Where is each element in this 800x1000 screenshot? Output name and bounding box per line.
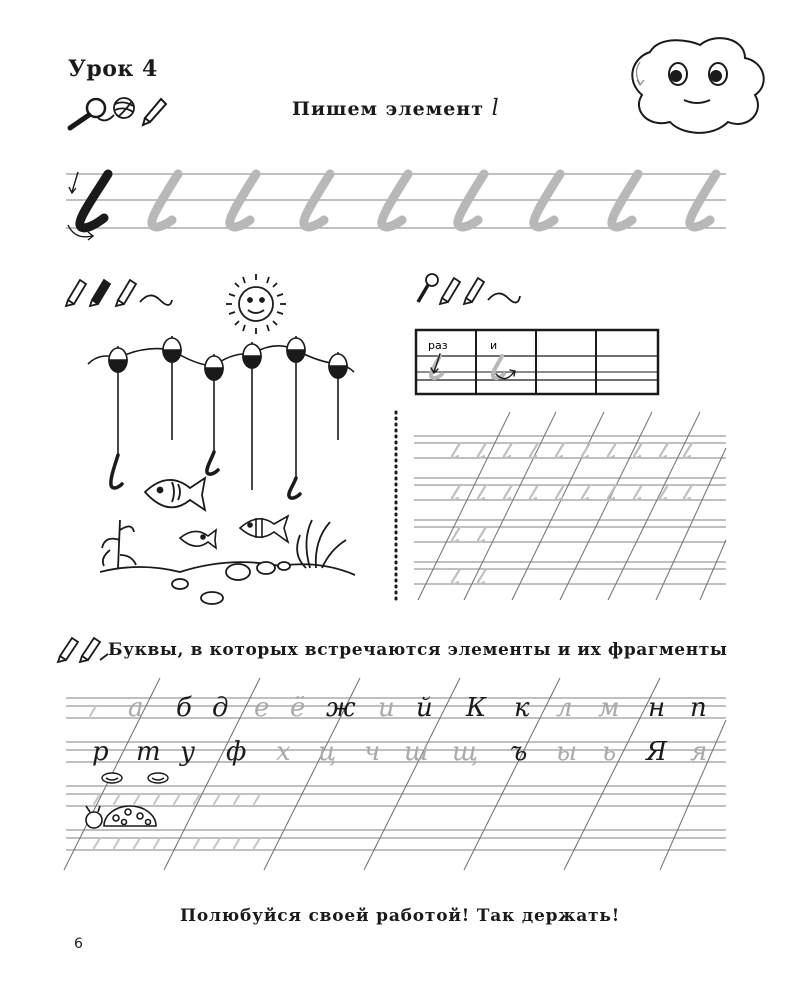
letter: н <box>648 693 666 723</box>
mascot-cloud <box>632 38 763 133</box>
pencil-icon <box>90 280 110 306</box>
ruled-lines-2 <box>414 436 726 584</box>
letter: х <box>276 737 291 767</box>
letter: д <box>212 693 229 723</box>
letter: а <box>128 693 144 723</box>
letter: м <box>598 693 620 723</box>
small-fish-icon <box>180 530 216 548</box>
letter: я <box>690 737 708 767</box>
ladybug-icon <box>86 806 156 828</box>
letter: ъ <box>510 737 528 767</box>
table-header-1: раз <box>428 339 448 352</box>
heading-text: Пишем элемент <box>292 98 484 120</box>
letter: ц <box>318 737 337 767</box>
letter: т <box>136 737 161 767</box>
letter: к <box>514 693 530 723</box>
pencil-icon <box>80 638 108 662</box>
letter: е <box>254 693 270 723</box>
letter: у <box>180 737 196 767</box>
pencil-icon <box>66 280 86 306</box>
microphone-icon <box>418 274 438 302</box>
letter: ж <box>326 693 356 723</box>
letter: ф <box>226 737 247 767</box>
practice-table <box>416 330 658 394</box>
floats <box>109 336 347 490</box>
letter: Я <box>646 737 667 767</box>
magnifier-icon <box>70 99 105 128</box>
letter: б <box>176 693 192 723</box>
letter: р <box>92 737 109 767</box>
pencil-icon <box>58 638 78 662</box>
letter: ь <box>602 737 617 767</box>
letter: п <box>690 693 707 723</box>
face-icons <box>102 773 168 783</box>
letter: щ <box>452 737 479 767</box>
letter: ы <box>556 737 578 767</box>
letter: й <box>416 693 433 723</box>
section3-title: Буквы, в которых встречаются элементы и их фрагменты <box>108 640 728 660</box>
letter: л <box>556 693 573 723</box>
table-header-2: и <box>490 339 498 352</box>
hook-elements <box>111 452 300 498</box>
fish-icon <box>145 478 205 510</box>
lesson-title: Урок 4 <box>68 56 158 82</box>
letter: ч <box>364 737 381 767</box>
letter: К <box>466 693 487 723</box>
small-fish-icon <box>240 516 288 542</box>
pencil-icon <box>464 278 520 304</box>
letter: ё <box>290 693 306 723</box>
sun-icon <box>226 274 286 334</box>
closing-message: Полюбуйся своей работой! Так держать! <box>180 906 620 926</box>
page-number: 6 <box>74 936 83 952</box>
slant-lines-2 <box>418 412 726 600</box>
heading-glyph: l <box>491 96 500 121</box>
seabed <box>100 520 355 604</box>
model-element <box>80 174 108 228</box>
table-trace-strokes <box>431 354 515 379</box>
letter: ш <box>404 737 429 767</box>
pencil-icon <box>143 99 166 125</box>
pencil-icon <box>440 278 460 304</box>
trace-elements-2 <box>452 443 692 584</box>
pencil-icon <box>116 280 172 306</box>
letter: и <box>378 693 395 723</box>
